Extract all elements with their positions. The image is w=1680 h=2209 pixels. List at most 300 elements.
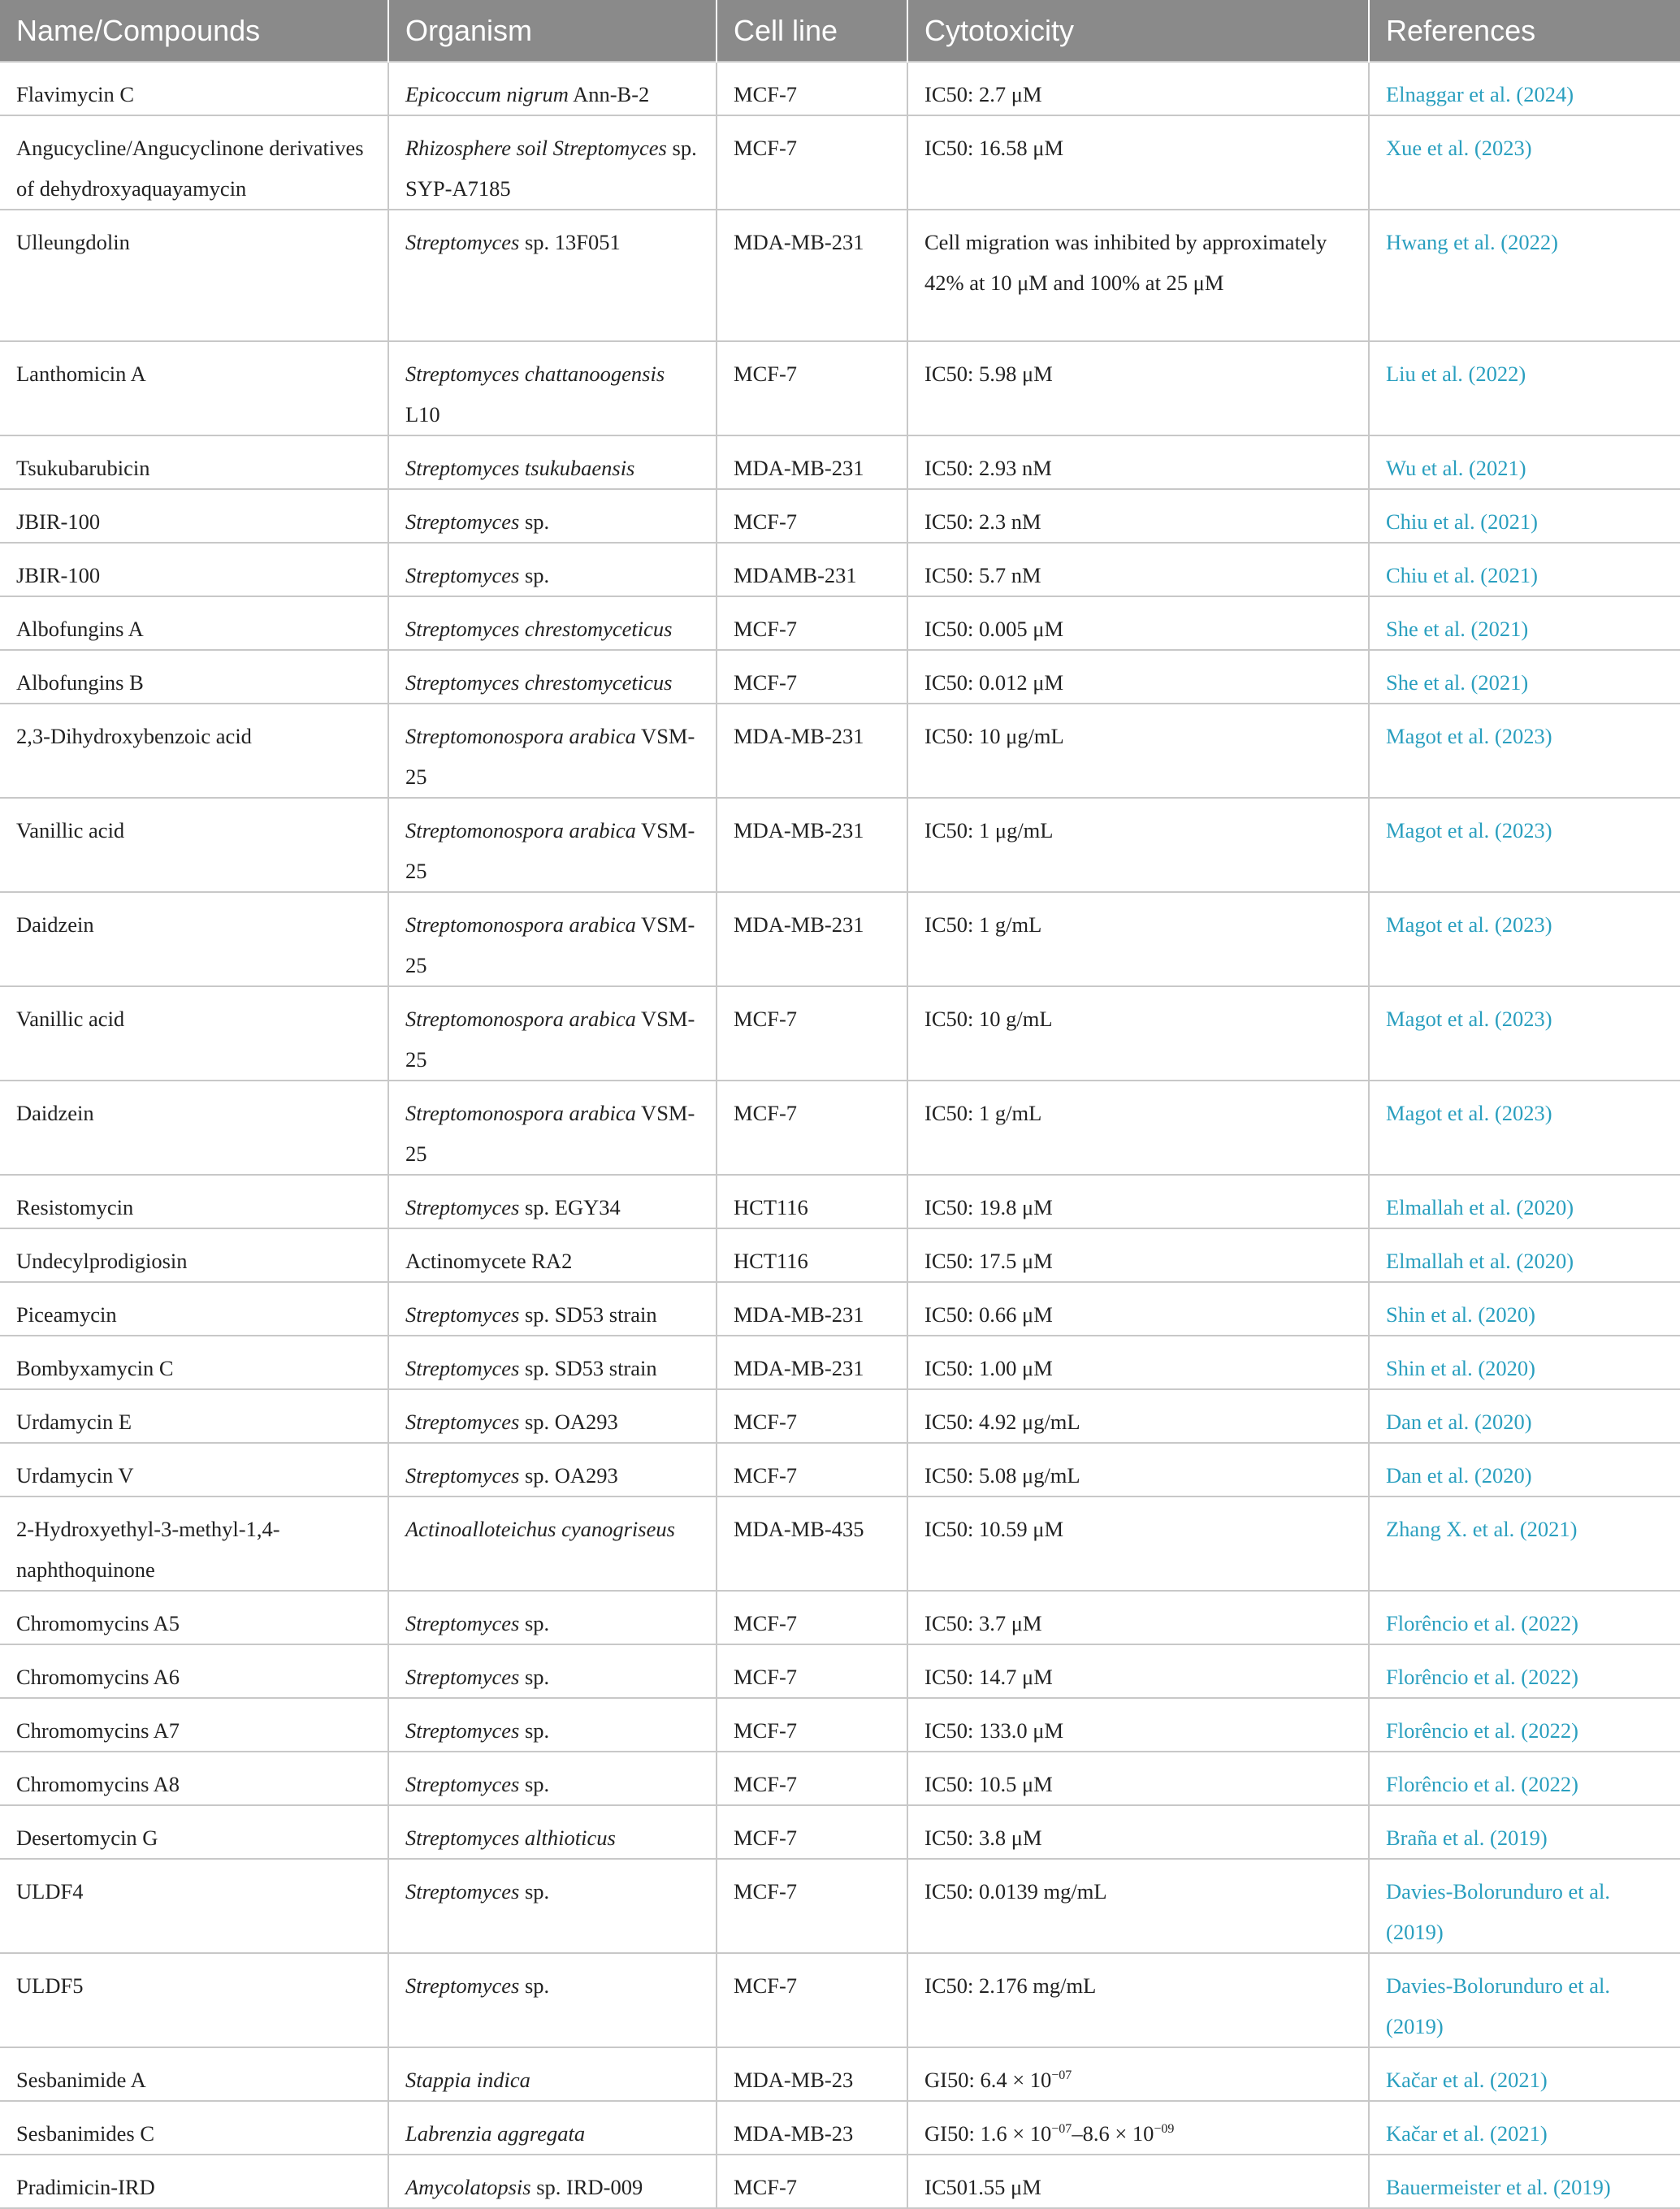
reference-cell [1369, 1698, 1680, 1752]
cytotoxicity-value: IC50: 2.7 μM [924, 82, 1042, 106]
organism-suffix: sp. SYP-A7185 [405, 136, 697, 201]
compound-name-cell: Vanillic acid [0, 798, 388, 892]
organism-italic: Epicoccum nigrum [405, 82, 569, 106]
organism-italic: Amycolatopsis [405, 2175, 531, 2199]
cell-line-cell: MDA-MB-231 [717, 435, 907, 489]
reference-cell [1369, 1859, 1680, 1953]
table-header [0, 0, 1680, 62]
reference-link[interactable]: Chiu et al. (2021) [1386, 563, 1538, 587]
reference-cell [1369, 1805, 1680, 1859]
organism-cell [388, 1752, 717, 1805]
compound-name-cell: Undecylprodigiosin [0, 1228, 388, 1282]
cell-line-cell: MCF-7 [717, 1443, 907, 1496]
cytotoxicity-cell [907, 1752, 1369, 1805]
organism-italic: Actinoalloteichus cyanogriseus [405, 1517, 675, 1541]
organism-cell [388, 596, 717, 650]
compound-name-cell: Piceamycin [0, 1282, 388, 1336]
organism-italic: Streptomyces tsukubaensis [405, 456, 635, 480]
cytotoxicity-cell [907, 489, 1369, 543]
table-row [0, 704, 1680, 798]
cytotoxicity-value: IC50: 10 μg/mL [924, 724, 1064, 748]
reference-link[interactable]: Florêncio et al. (2022) [1386, 1611, 1578, 1635]
organism-suffix: sp. [519, 563, 550, 587]
cytotoxicity-cell [907, 798, 1369, 892]
reference-link[interactable]: Magot et al. (2023) [1386, 1101, 1552, 1125]
organism-cell [388, 1591, 717, 1644]
cytotoxicity-cell [907, 210, 1369, 341]
reference-cell [1369, 1389, 1680, 1443]
organism-italic: Streptomyces [405, 1356, 520, 1380]
compound-name-cell: 2-Hydroxyethyl-3-methyl-1,4-naphthoquinone [0, 1496, 388, 1591]
cytotoxicity-cell [907, 2101, 1369, 2155]
compound-name-cell: Sesbanimides C [0, 2101, 388, 2155]
cytotoxicity-exponent: −07 [1051, 2068, 1072, 2082]
cytotoxicity-cell [907, 543, 1369, 596]
reference-cell [1369, 1175, 1680, 1228]
reference-link[interactable]: Shin et al. (2020) [1386, 1302, 1535, 1327]
organism-italic: Streptomonospora arabica [405, 724, 636, 748]
header-cell-line: Cell line [717, 0, 907, 62]
reference-link[interactable]: Magot et al. (2023) [1386, 724, 1552, 748]
organism-cell [388, 1443, 717, 1496]
compound-name-cell: Ulleungdolin [0, 210, 388, 341]
organism-italic: Streptomyces [405, 1195, 520, 1219]
table-row [0, 650, 1680, 704]
cell-line-cell: MDA-MB-435 [717, 1496, 907, 1591]
compound-name-cell: Urdamycin E [0, 1389, 388, 1443]
cytotoxicity-cell [907, 596, 1369, 650]
reference-link[interactable]: Florêncio et al. (2022) [1386, 1772, 1578, 1796]
cell-line-cell: MDA-MB-23 [717, 2047, 907, 2101]
organism-cell [388, 1644, 717, 1698]
organism-cell [388, 650, 717, 704]
cell-line-cell: MCF-7 [717, 1953, 907, 2047]
table-row [0, 115, 1680, 210]
cytotoxicity-value: IC50: 133.0 μM [924, 1718, 1064, 1743]
table-row [0, 1389, 1680, 1443]
organism-suffix: Actinomycete RA2 [405, 1249, 573, 1273]
cell-line-cell: MDA-MB-231 [717, 210, 907, 341]
reference-link[interactable]: Dan et al. (2020) [1386, 1463, 1532, 1488]
reference-cell [1369, 543, 1680, 596]
cell-line-cell: MCF-7 [717, 115, 907, 210]
cell-line-cell: MCF-7 [717, 1591, 907, 1644]
cytotoxicity-cell [907, 1282, 1369, 1336]
cell-line-cell: MCF-7 [717, 2155, 907, 2208]
cytotoxicity-value: IC50: 1 μg/mL [924, 818, 1054, 842]
table-row [0, 2101, 1680, 2155]
compound-name-cell: Daidzein [0, 1081, 388, 1175]
organism-italic: Streptomonospora arabica [405, 1007, 636, 1031]
organism-suffix: sp. [519, 1772, 550, 1796]
table-row [0, 2155, 1680, 2208]
cytotoxicity-value: IC50: 19.8 μM [924, 1195, 1053, 1219]
cytotoxicity-value: IC50: 10.5 μM [924, 1772, 1053, 1796]
reference-cell [1369, 1644, 1680, 1698]
organism-suffix: sp. EGY34 [519, 1195, 621, 1219]
reference-link[interactable]: Dan et al. (2020) [1386, 1410, 1532, 1434]
cell-line-cell: HCT116 [717, 1228, 907, 1282]
cell-line-cell: MCF-7 [717, 1859, 907, 1953]
organism-italic: Streptomyces [405, 230, 520, 254]
organism-cell [388, 1859, 717, 1953]
cytotoxicity-cell [907, 1443, 1369, 1496]
cytotoxicity-cell [907, 62, 1369, 115]
organism-italic: Streptomyces [405, 1973, 520, 1998]
organism-italic: Streptomyces chrestomyceticus [405, 670, 673, 695]
reference-cell [1369, 1591, 1680, 1644]
organism-italic: Streptomyces [405, 1772, 520, 1796]
cytotoxicity-value: IC50: 1 g/mL [924, 1101, 1042, 1125]
cell-line-cell: MCF-7 [717, 489, 907, 543]
cell-line-cell: MDA-MB-231 [717, 1282, 907, 1336]
table-row [0, 1805, 1680, 1859]
table-row [0, 543, 1680, 596]
reference-link[interactable]: Magot et al. (2023) [1386, 818, 1552, 842]
organism-cell [388, 1389, 717, 1443]
organism-suffix: sp. SD53 strain [519, 1302, 657, 1327]
table-row [0, 986, 1680, 1081]
compound-name-cell: Albofungins B [0, 650, 388, 704]
organism-cell [388, 115, 717, 210]
cell-line-cell: MDA-MB-23 [717, 2101, 907, 2155]
compound-name-cell: Chromomycins A8 [0, 1752, 388, 1805]
cytotoxicity-cell [907, 435, 1369, 489]
cell-line-cell: HCT116 [717, 1175, 907, 1228]
organism-italic: Streptomyces [405, 1302, 520, 1327]
table-row [0, 892, 1680, 986]
cell-line-cell: MCF-7 [717, 650, 907, 704]
organism-cell [388, 62, 717, 115]
reference-cell [1369, 1228, 1680, 1282]
cell-line-cell: MCF-7 [717, 1752, 907, 1805]
organism-cell [388, 1228, 717, 1282]
organism-italic: Streptomyces [405, 1410, 520, 1434]
reference-link[interactable]: Hwang et al. (2022) [1386, 230, 1558, 254]
organism-italic: Streptomonospora arabica [405, 1101, 636, 1125]
cell-line-cell: MCF-7 [717, 596, 907, 650]
table-row [0, 1336, 1680, 1389]
reference-cell [1369, 489, 1680, 543]
organism-suffix: sp. [519, 1611, 550, 1635]
cytotoxicity-cell [907, 1644, 1369, 1698]
cytotoxicity-cell [907, 1496, 1369, 1591]
table-row [0, 596, 1680, 650]
reference-cell [1369, 2101, 1680, 2155]
reference-link[interactable]: Magot et al. (2023) [1386, 912, 1552, 937]
header-references: References [1369, 0, 1680, 62]
cytotoxicity-value: IC50: 0.012 μM [924, 670, 1064, 695]
organism-italic: Streptomyces chrestomyceticus [405, 617, 673, 641]
cell-line-cell: MCF-7 [717, 341, 907, 435]
cytotoxicity-value: IC50: 1 g/mL [924, 912, 1042, 937]
compound-name-cell: Chromomycins A5 [0, 1591, 388, 1644]
organism-cell [388, 1336, 717, 1389]
organism-italic: Rhizosphere soil Streptomyces [405, 136, 667, 160]
cytotoxicity-cell [907, 2047, 1369, 2101]
reference-cell [1369, 1282, 1680, 1336]
cytotoxicity-cell [907, 1175, 1369, 1228]
organism-cell [388, 2101, 717, 2155]
organism-cell [388, 892, 717, 986]
organism-cell [388, 986, 717, 1081]
reference-link[interactable]: Florêncio et al. (2022) [1386, 1665, 1578, 1689]
reference-cell [1369, 1953, 1680, 2047]
compound-name-cell: Sesbanimide A [0, 2047, 388, 2101]
compound-name-cell: Angucycline/Angucyclinone derivatives of dehydroxyaquayamycin [0, 115, 388, 210]
reference-cell [1369, 341, 1680, 435]
compound-name-cell: ULDF5 [0, 1953, 388, 2047]
cell-line-cell: MCF-7 [717, 1644, 907, 1698]
organism-italic: Labrenzia aggregata [405, 2121, 586, 2146]
cytotoxicity-value: IC50: 5.08 μg/mL [924, 1463, 1080, 1488]
cytotoxicity-range-end: –8.6 × 10 [1072, 2121, 1154, 2146]
organism-suffix: sp. [519, 509, 550, 534]
organism-suffix: sp. [519, 1665, 550, 1689]
reference-cell [1369, 596, 1680, 650]
cytotoxicity-value: IC50: 3.7 μM [924, 1611, 1042, 1635]
organism-cell [388, 435, 717, 489]
reference-cell [1369, 892, 1680, 986]
cytotoxicity-value: IC50: 5.98 μM [924, 362, 1053, 386]
organism-suffix: sp. [519, 1973, 550, 1998]
organism-italic: Streptomyces [405, 1718, 520, 1743]
table-row [0, 1591, 1680, 1644]
reference-link[interactable]: Xue et al. (2023) [1386, 136, 1532, 160]
reference-link[interactable]: She et al. (2021) [1386, 617, 1529, 641]
cytotoxicity-value: IC50: 14.7 μM [924, 1665, 1053, 1689]
table-row [0, 62, 1680, 115]
header-organism: Organism [388, 0, 717, 62]
compound-name-cell: Urdamycin V [0, 1443, 388, 1496]
cytotoxicity-cell [907, 1591, 1369, 1644]
table-row [0, 341, 1680, 435]
cytotoxicity-cell [907, 650, 1369, 704]
reference-link[interactable]: Braña et al. (2019) [1386, 1826, 1548, 1850]
organism-suffix: sp. [519, 1718, 550, 1743]
table-row [0, 1081, 1680, 1175]
reference-cell [1369, 62, 1680, 115]
organism-cell [388, 798, 717, 892]
organism-italic: Streptomonospora arabica [405, 818, 636, 842]
cytotoxicity-value: IC501.55 μM [924, 2175, 1041, 2199]
cytotoxicity-value: IC50: 2.176 mg/mL [924, 1973, 1097, 1998]
organism-suffix: VSM-25 [405, 1007, 695, 1072]
organism-suffix: sp. [519, 1879, 550, 1904]
reference-cell [1369, 1081, 1680, 1175]
organism-cell [388, 2155, 717, 2208]
table-row [0, 798, 1680, 892]
table-row [0, 1953, 1680, 2047]
cytotoxicity-exponent: −07 [1051, 2122, 1072, 2136]
organism-italic: Streptomonospora arabica [405, 912, 636, 937]
cell-line-cell: MCF-7 [717, 986, 907, 1081]
cytotoxicity-value: IC50: 3.8 μM [924, 1826, 1042, 1850]
compound-name-cell: Resistomycin [0, 1175, 388, 1228]
organism-italic: Streptomyces chattanoogensis [405, 362, 665, 386]
table-row [0, 1282, 1680, 1336]
organism-suffix: VSM-25 [405, 724, 695, 789]
reference-link[interactable]: Elmallah et al. (2020) [1386, 1249, 1574, 1273]
reference-cell [1369, 1752, 1680, 1805]
organism-italic: Streptomyces [405, 563, 520, 587]
table-row [0, 1228, 1680, 1282]
organism-suffix: sp. SD53 strain [519, 1356, 657, 1380]
organism-suffix: sp. 13F051 [519, 230, 621, 254]
reference-link[interactable]: Elmallah et al. (2020) [1386, 1195, 1574, 1219]
reference-link[interactable]: Florêncio et al. (2022) [1386, 1718, 1578, 1743]
reference-link[interactable]: Kačar et al. (2021) [1386, 2121, 1548, 2146]
cytotoxicity-cell [907, 115, 1369, 210]
organism-suffix: VSM-25 [405, 912, 695, 977]
reference-link[interactable]: Kačar et al. (2021) [1386, 2068, 1548, 2092]
reference-link[interactable]: Bauermeister et al. (2019) [1386, 2175, 1611, 2199]
organism-italic: Streptomyces [405, 1879, 520, 1904]
header-cytotoxicity: Cytotoxicity [907, 0, 1369, 62]
cytotoxicity-exponent-2: −09 [1154, 2122, 1175, 2136]
table-row [0, 435, 1680, 489]
table-row [0, 489, 1680, 543]
cell-line-cell: MCF-7 [717, 62, 907, 115]
compound-name-cell: Bombyxamycin C [0, 1336, 388, 1389]
compound-name-cell: 2,3-Dihydroxybenzoic acid [0, 704, 388, 798]
organism-italic: Streptomyces [405, 509, 520, 534]
cytotoxicity-cell [907, 1081, 1369, 1175]
cell-line-cell: MDA-MB-231 [717, 704, 907, 798]
cytotoxicity-value: Cell migration was inhibited by approximately 42% at 10 μM and 100% at 25 μM [924, 230, 1327, 295]
reference-cell [1369, 650, 1680, 704]
reference-cell [1369, 1336, 1680, 1389]
reference-cell [1369, 704, 1680, 798]
organism-italic: Stappia indica [405, 2068, 530, 2092]
reference-link[interactable]: Davies-Bolorunduro et al. (2019) [1386, 1973, 1610, 2038]
table-row [0, 1496, 1680, 1591]
compound-name-cell: Tsukubarubicin [0, 435, 388, 489]
table-row [0, 210, 1680, 341]
organism-suffix: VSM-25 [405, 818, 695, 883]
organism-suffix: VSM-25 [405, 1101, 695, 1166]
organism-cell [388, 489, 717, 543]
compound-name-cell: Vanillic acid [0, 986, 388, 1081]
reference-link[interactable]: Elnaggar et al. (2024) [1386, 82, 1574, 106]
organism-cell [388, 704, 717, 798]
organism-italic: Streptomyces [405, 1611, 520, 1635]
cytotoxicity-value: IC50: 2.3 nM [924, 509, 1041, 534]
organism-cell [388, 1081, 717, 1175]
compound-name-cell: JBIR-100 [0, 543, 388, 596]
organism-cell [388, 1175, 717, 1228]
organism-suffix: sp. OA293 [519, 1463, 618, 1488]
cytotoxicity-value: IC50: 10 g/mL [924, 1007, 1053, 1031]
reference-cell [1369, 210, 1680, 341]
cytotoxicity-value: IC50: 0.005 μM [924, 617, 1064, 641]
compound-name-cell: ULDF4 [0, 1859, 388, 1953]
cytotoxicity-cell [907, 986, 1369, 1081]
cell-line-cell: MDA-MB-231 [717, 892, 907, 986]
reference-cell [1369, 435, 1680, 489]
compound-name-cell: Chromomycins A6 [0, 1644, 388, 1698]
header-name: Name/Compounds [0, 0, 388, 62]
table-row [0, 1752, 1680, 1805]
organism-suffix: sp. OA293 [519, 1410, 618, 1434]
cell-line-cell: MCF-7 [717, 1081, 907, 1175]
cell-line-cell: MCF-7 [717, 1389, 907, 1443]
cytotoxicity-cell [907, 1953, 1369, 2047]
table-row [0, 2047, 1680, 2101]
organism-cell [388, 1805, 717, 1859]
organism-cell [388, 1698, 717, 1752]
cell-line-cell: MDA-MB-231 [717, 798, 907, 892]
cytotoxicity-value: GI50: 1.6 × 10 [924, 2121, 1052, 2146]
cytotoxicity-cell [907, 1336, 1369, 1389]
reference-link[interactable]: Liu et al. (2022) [1386, 362, 1526, 386]
reference-cell [1369, 986, 1680, 1081]
cytotoxicity-value: IC50: 4.92 μg/mL [924, 1410, 1080, 1434]
organism-cell [388, 543, 717, 596]
organism-cell [388, 341, 717, 435]
table-row [0, 1698, 1680, 1752]
cytotoxicity-value: IC50: 5.7 nM [924, 563, 1041, 587]
cytotoxicity-cell [907, 1859, 1369, 1953]
cytotoxicity-cell [907, 704, 1369, 798]
reference-link[interactable]: Davies-Bolorunduro et al. (2019) [1386, 1879, 1610, 1944]
cell-line-cell: MDAMB-231 [717, 543, 907, 596]
reference-cell [1369, 2047, 1680, 2101]
compound-name-cell: Albofungins A [0, 596, 388, 650]
table-body [0, 62, 1680, 2208]
reference-link[interactable]: She et al. (2021) [1386, 670, 1529, 695]
cytotoxicity-value: IC50: 17.5 μM [924, 1249, 1053, 1273]
cell-line-cell: MDA-MB-231 [717, 1336, 907, 1389]
compound-name-cell: Chromomycins A7 [0, 1698, 388, 1752]
reference-cell [1369, 115, 1680, 210]
reference-link[interactable]: Zhang X. et al. (2021) [1386, 1517, 1578, 1541]
cytotoxicity-value: IC50: 10.59 μM [924, 1517, 1064, 1541]
header-row [0, 0, 1680, 62]
cytotoxicity-cell [907, 1698, 1369, 1752]
cytotoxicity-cell [907, 1228, 1369, 1282]
organism-cell [388, 1496, 717, 1591]
cytotoxicity-value: IC50: 16.58 μM [924, 136, 1064, 160]
cytotoxicity-cell [907, 2155, 1369, 2208]
cytotoxicity-value: IC50: 0.0139 mg/mL [924, 1879, 1107, 1904]
cytotoxicity-cell [907, 1805, 1369, 1859]
reference-cell [1369, 2155, 1680, 2208]
compound-name-cell: JBIR-100 [0, 489, 388, 543]
cytotoxicity-value: IC50: 1.00 μM [924, 1356, 1053, 1380]
reference-link[interactable]: Chiu et al. (2021) [1386, 509, 1538, 534]
compound-name-cell: Daidzein [0, 892, 388, 986]
reference-link[interactable]: Shin et al. (2020) [1386, 1356, 1535, 1380]
reference-link[interactable]: Magot et al. (2023) [1386, 1007, 1552, 1031]
cytotoxicity-cell [907, 341, 1369, 435]
organism-suffix: Ann-B-2 [568, 82, 650, 106]
organism-cell [388, 1282, 717, 1336]
compound-name-cell: Lanthomicin A [0, 341, 388, 435]
organism-suffix: sp. IRD-009 [530, 2175, 643, 2199]
compound-name-cell: Pradimicin-IRD [0, 2155, 388, 2208]
organism-cell [388, 2047, 717, 2101]
reference-cell [1369, 798, 1680, 892]
cytotoxicity-cell [907, 892, 1369, 986]
reference-cell [1369, 1443, 1680, 1496]
table-row [0, 1644, 1680, 1698]
cytotoxicity-value: GI50: 6.4 × 10 [924, 2068, 1052, 2092]
reference-link[interactable]: Wu et al. (2021) [1386, 456, 1526, 480]
table-row [0, 1443, 1680, 1496]
organism-italic: Streptomyces [405, 1665, 520, 1689]
organism-suffix: L10 [405, 402, 440, 427]
